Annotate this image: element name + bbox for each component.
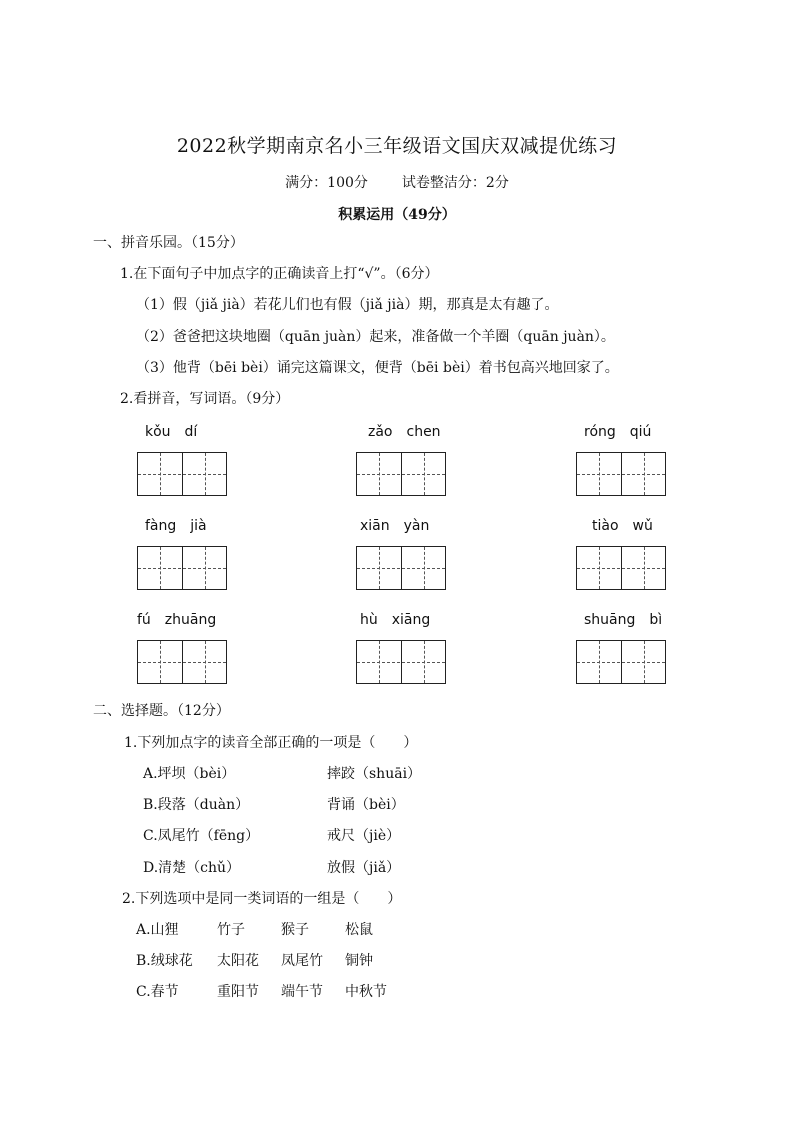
option-left: B.段落（duàn） <box>143 797 250 813</box>
full-score: 满分：100分 <box>285 175 368 191</box>
pinyin-label: fàng jià <box>145 518 207 534</box>
option-word: 中秋节 <box>345 984 387 1000</box>
pinyin-label: shuāng bì <box>584 612 663 628</box>
writing-grid[interactable] <box>137 640 227 684</box>
option-left: A.坪坝（bèi） <box>143 766 236 782</box>
option-word: B.绒球花 <box>136 953 193 969</box>
writing-grid[interactable] <box>356 452 446 496</box>
pinyin-label: fú zhuāng <box>137 612 217 628</box>
pinyin-label: tiào wǔ <box>592 518 653 534</box>
pinyin-label: kǒu dí <box>145 424 198 440</box>
score-info <box>0 172 794 192</box>
writing-grid[interactable] <box>356 640 446 684</box>
writing-grid[interactable] <box>576 640 666 684</box>
option-word: 竹子 <box>217 922 245 938</box>
writing-grid[interactable] <box>356 546 446 590</box>
writing-grid[interactable] <box>137 452 227 496</box>
part1-q1-item: （1）假（jiǎ jià）若花儿们也有假（jiǎ jià）期，那真是太有趣了。 <box>136 297 559 313</box>
neatness-score: 试卷整洁分：2分 <box>401 175 509 191</box>
option-left: D.清楚（chǔ） <box>143 860 241 876</box>
option-word: 太阳花 <box>217 953 259 969</box>
writing-grid[interactable] <box>576 546 666 590</box>
part2-heading: 二、选择题。（12分） <box>93 703 230 719</box>
part1-q1-stem: 1.在下面句子中加点字的正确读音上打“√”。（6分） <box>120 266 439 282</box>
option-left: C.凤尾竹（fēng） <box>143 828 260 844</box>
option-right: 背诵（bèi） <box>327 797 405 813</box>
part1-q1-item: （2）爸爸把这块地圈（quān juàn）起来，准备做一个羊圈（quān juàn）。 <box>136 329 615 345</box>
part1-q1-item: （3）他背（bēi bèi）诵完这篇课文，便背（bēi bèi）着书包高兴地回家了。 <box>136 360 619 376</box>
part2-q2-stem: 2.下列选项中是同一类词语的一组是（ ） <box>122 891 402 907</box>
part1-q2-stem: 2.看拼音，写词语。（9分） <box>120 391 290 407</box>
option-word: 端午节 <box>281 984 323 1000</box>
option-right: 摔跤（shuāi） <box>327 766 422 782</box>
option-word: 重阳节 <box>217 984 259 1000</box>
option-word: A.山狸 <box>136 922 179 938</box>
part1-heading: 一、拼音乐园。（15分） <box>93 235 244 251</box>
option-word: C.春节 <box>136 984 179 1000</box>
part2-q1-stem: 1.下列加点字的读音全部正确的一项是（ ） <box>124 735 418 751</box>
option-word: 松鼠 <box>345 922 373 938</box>
option-right: 戒尺（jiè） <box>327 828 401 844</box>
pinyin-label: hù xiāng <box>360 612 431 628</box>
section-heading: 积累运用（49分） <box>338 207 456 223</box>
option-word: 铜钟 <box>345 953 373 969</box>
page-title: 2022秋学期南京名小三年级语文国庆双减提优练习 <box>176 135 618 157</box>
option-word: 凤尾竹 <box>281 953 323 969</box>
pinyin-label: xiān yàn <box>360 518 430 534</box>
pinyin-label: zǎo chen <box>368 424 441 440</box>
writing-grid[interactable] <box>137 546 227 590</box>
pinyin-label: róng qiú <box>584 424 652 440</box>
writing-grid[interactable] <box>576 452 666 496</box>
option-word: 猴子 <box>281 922 309 938</box>
option-right: 放假（jiǎ） <box>327 860 401 876</box>
